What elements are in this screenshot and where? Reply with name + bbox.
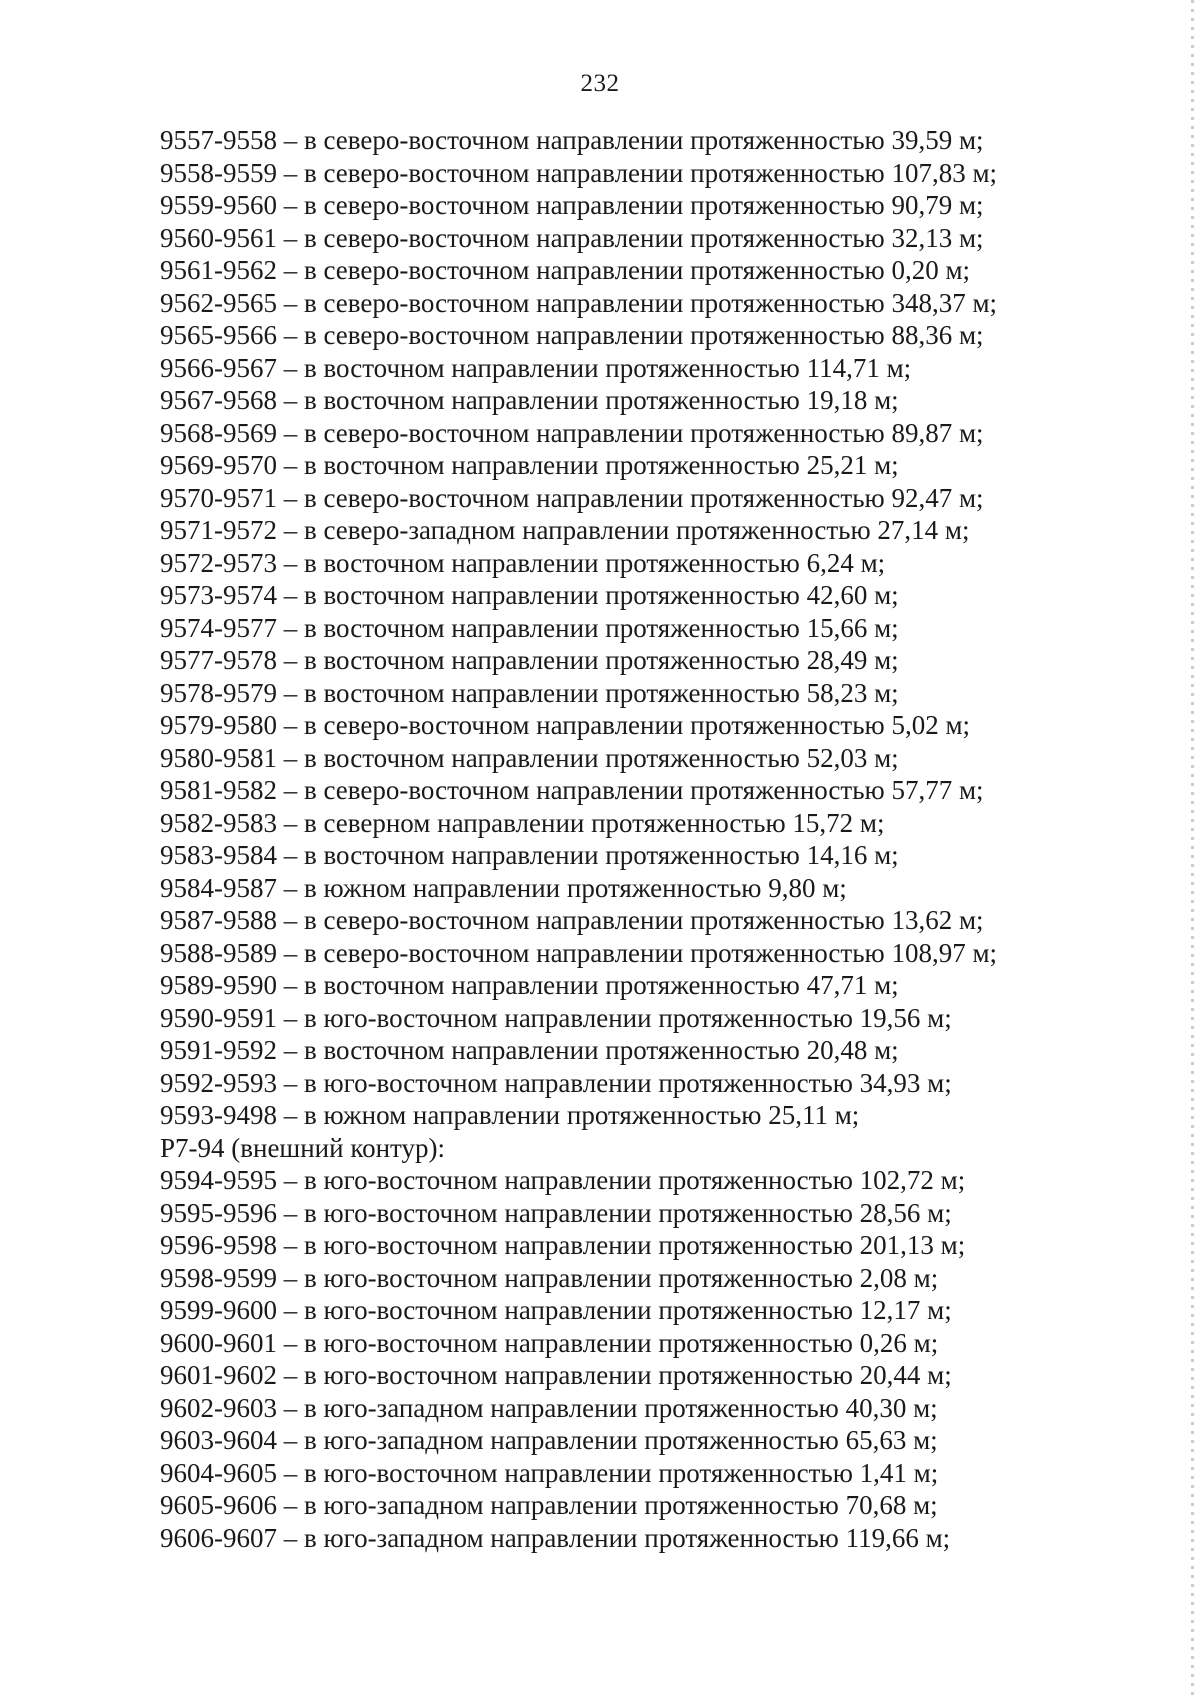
list-item: 9603-9604 – в юго-западном направлении протяженностью 65,63 м; — [160, 1425, 938, 1455]
list-item: 9558-9559 – в северо-восточном направлении протяженностью 107,83 м; — [160, 157, 998, 188]
list-item: 9561-9562 – в северо-восточном направлении протяженностью 0,20 м; — [160, 255, 971, 285]
page-number: 232 — [580, 70, 620, 97]
list-item: 9598-9599 – в юго-восточном направлении протяженностью 2,08 м; — [160, 1262, 939, 1293]
list-item: 9600-9601 – в юго-восточном направлении протяженностью 0,26 м; — [160, 1327, 939, 1358]
list-item: 9578-9579 – в восточном направлении протяженностью 58,23 м; — [160, 677, 899, 708]
list-item: 9583-9584 – в восточном направлении протяженностью 14,16 м; — [160, 840, 899, 870]
list-item: 9599-9600 – в юго-восточном направлении протяженностью 12,17 м; — [160, 1295, 952, 1325]
list-item: 9568-9569 – в северо-восточном направлении протяженностью 89,87 м; — [160, 417, 984, 448]
list-item: 9571-9572 – в северо-западном направлении протяженностью 27,14 м; — [160, 515, 970, 545]
list-item: 9574-9577 – в восточном направлении протяженностью 15,66 м; — [160, 612, 899, 643]
list-item: 9588-9589 – в северо-восточном направлении протяженностью 108,97 м; — [160, 937, 998, 968]
list-item: 9605-9606 – в юго-западном направлении протяженностью 70,68 м; — [160, 1490, 938, 1520]
list-item: 9567-9568 – в восточном направлении протяженностью 19,18 м; — [160, 385, 899, 415]
list-item: 9592-9593 – в юго-восточном направлении протяженностью 34,93 м; — [160, 1067, 952, 1098]
list-item: 9566-9567 – в восточном направлении протяженностью 114,71 м; — [160, 352, 912, 383]
list-item: 9577-9578 – в восточном направлении протяженностью 28,49 м; — [160, 645, 899, 675]
list-item: 9569-9570 – в восточном направлении протяженностью 25,21 м; — [160, 450, 899, 480]
list-item: 9591-9592 – в восточном направлении протяженностью 20,48 м; — [160, 1035, 899, 1065]
list-item: 9584-9587 – в южном направлении протяженностью 9,80 м; — [160, 872, 847, 903]
list-item: 9590-9591 – в юго-восточном направлении протяженностью 19,56 м; — [160, 1002, 952, 1033]
list-item: 9559-9560 – в северо-восточном направлении протяженностью 90,79 м; — [160, 190, 984, 220]
list-item: 9572-9573 – в восточном направлении протяженностью 6,24 м; — [160, 547, 886, 578]
list-item: 9593-9498 – в южном направлении протяженностью 25,11 м; — [160, 1100, 860, 1130]
list-item: 9579-9580 – в северо-восточном направлении протяженностью 5,02 м; — [160, 710, 971, 740]
list-item: 9581-9582 – в северо-восточном направлении протяженностью 57,77 м; — [160, 775, 984, 805]
list-item: 9589-9590 – в восточном направлении протяженностью 47,71 м; — [160, 970, 899, 1000]
section-heading: Р7-94 (внешний контур): — [160, 1132, 445, 1163]
list-item: 9580-9581 – в восточном направлении протяженностью 52,03 м; — [160, 742, 899, 773]
list-item: 9587-9588 – в северо-восточном направлении протяженностью 13,62 м; — [160, 905, 984, 935]
list-item: 9596-9598 – в юго-восточном направлении протяженностью 201,13 м; — [160, 1230, 966, 1260]
list-item: 9604-9605 – в юго-восточном направлении протяженностью 1,41 м; — [160, 1457, 939, 1488]
list-item: 9565-9566 – в северо-восточном направлении протяженностью 88,36 м; — [160, 320, 984, 350]
list-item: 9557-9558 – в северо-восточном направлении протяженностью 39,59 м; — [160, 125, 984, 155]
list-item: 9606-9607 – в юго-западном направлении протяженностью 119,66 м; — [160, 1522, 951, 1553]
list-item: 9601-9602 – в юго-восточном направлении протяженностью 20,44 м; — [160, 1360, 952, 1390]
list-item: 9570-9571 – в северо-восточном направлении протяженностью 92,47 м; — [160, 482, 984, 513]
list-item: 9560-9561 – в северо-восточном направлении протяженностью 32,13 м; — [160, 222, 984, 253]
list-item: 9594-9595 – в юго-восточном направлении протяженностью 102,72 м; — [160, 1165, 966, 1195]
list-item: 9595-9596 – в юго-восточном направлении протяженностью 28,56 м; — [160, 1197, 952, 1228]
list-item: 9582-9583 – в северном направлении протяженностью 15,72 м; — [160, 807, 885, 838]
scan-edge-artifact — [1191, 0, 1194, 1696]
list-item: 9573-9574 – в восточном направлении протяженностью 42,60 м; — [160, 580, 899, 610]
list-item: 9602-9603 – в юго-западном направлении протяженностью 40,30 м; — [160, 1392, 938, 1423]
boundary-segment-list — [160, 124, 1080, 1554]
list-item: 9562-9565 – в северо-восточном направлении протяженностью 348,37 м; — [160, 287, 998, 318]
